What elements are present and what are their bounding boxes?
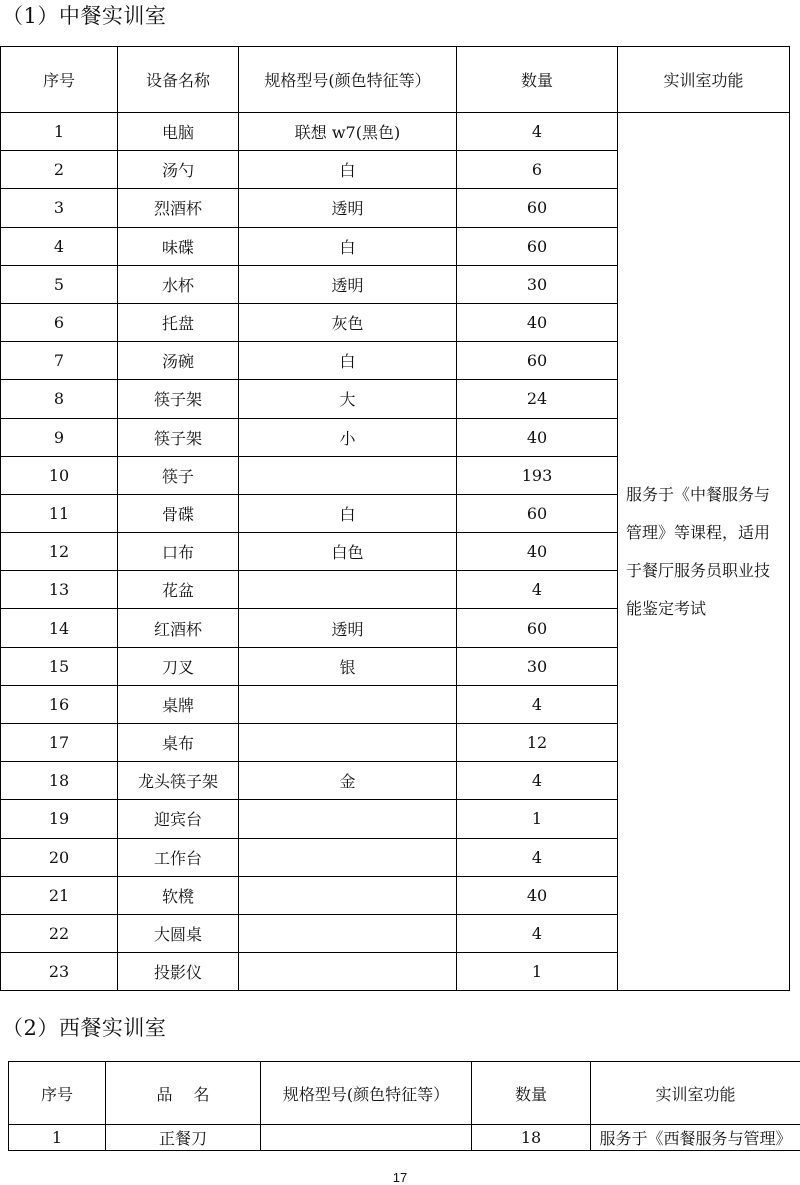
cell-no: 14 (1, 609, 118, 647)
cell-spec: 透明 (239, 189, 457, 227)
cell-spec (239, 953, 457, 991)
cell-no: 17 (1, 724, 118, 762)
cell-name: 托盘 (118, 303, 239, 341)
cell-no: 6 (1, 303, 118, 341)
cell-spec (239, 800, 457, 838)
cell-no: 3 (1, 189, 118, 227)
cell-spec (239, 876, 457, 914)
cell-name: 烈酒杯 (118, 189, 239, 227)
cell-qty: 60 (457, 494, 618, 532)
cell-name: 口布 (118, 533, 239, 571)
cell-spec: 白 (239, 227, 457, 265)
cell-name: 筷子 (118, 456, 239, 494)
cell-no: 19 (1, 800, 118, 838)
cell-spec: 透明 (239, 265, 457, 303)
cell-spec: 小 (239, 418, 457, 456)
cell-no: 18 (1, 762, 118, 800)
cell-qty: 60 (457, 342, 618, 380)
chinese-training-room-table (0, 46, 790, 991)
col-header-qty: 数量 (457, 47, 618, 113)
col-header-no: 序号 (9, 1062, 106, 1125)
cell-function: 服务于《中餐服务与管理》等课程，适用于餐厅服务员职业技能鉴定考试 (618, 113, 790, 991)
cell-name: 迎宾台 (118, 800, 239, 838)
cell-no: 1 (9, 1125, 106, 1151)
cell-name: 龙头筷子架 (118, 762, 239, 800)
cell-name: 水杯 (118, 265, 239, 303)
cell-name: 桌牌 (118, 685, 239, 723)
cell-qty: 4 (457, 685, 618, 723)
cell-spec (239, 724, 457, 762)
cell-qty: 193 (457, 456, 618, 494)
col-header-name: 品 名 (106, 1062, 261, 1125)
page-number: 17 (392, 1170, 408, 1185)
cell-qty: 6 (457, 151, 618, 189)
cell-qty: 18 (472, 1125, 591, 1151)
cell-no: 15 (1, 647, 118, 685)
col-header-spec: 规格型号(颜色特征等） (261, 1062, 472, 1125)
cell-no: 8 (1, 380, 118, 418)
col-header-qty: 数量 (472, 1062, 591, 1125)
cell-no: 12 (1, 533, 118, 571)
cell-qty: 40 (457, 876, 618, 914)
cell-name: 花盆 (118, 571, 239, 609)
cell-name: 电脑 (118, 113, 239, 151)
cell-spec: 白 (239, 494, 457, 532)
cell-spec (261, 1125, 472, 1151)
cell-qty: 4 (457, 838, 618, 876)
cell-spec (239, 838, 457, 876)
cell-no: 4 (1, 227, 118, 265)
col-header-no: 序号 (1, 47, 118, 113)
table-header-row (9, 1062, 800, 1125)
cell-qty: 12 (457, 724, 618, 762)
cell-no: 23 (1, 953, 118, 991)
cell-spec: 金 (239, 762, 457, 800)
cell-name: 大圆桌 (118, 914, 239, 952)
cell-spec: 白色 (239, 533, 457, 571)
cell-name: 投影仪 (118, 953, 239, 991)
cell-name: 筷子架 (118, 418, 239, 456)
col-header-function: 实训室功能 (618, 47, 790, 113)
cell-qty: 40 (457, 303, 618, 341)
cell-qty: 30 (457, 265, 618, 303)
cell-no: 10 (1, 456, 118, 494)
cell-name: 骨碟 (118, 494, 239, 532)
cell-qty: 4 (457, 571, 618, 609)
cell-spec: 灰色 (239, 303, 457, 341)
cell-qty: 60 (457, 609, 618, 647)
cell-no: 1 (1, 113, 118, 151)
cell-no: 5 (1, 265, 118, 303)
cell-name: 红酒杯 (118, 609, 239, 647)
cell-qty: 40 (457, 418, 618, 456)
cell-qty: 4 (457, 113, 618, 151)
cell-qty: 40 (457, 533, 618, 571)
cell-spec (239, 914, 457, 952)
cell-qty: 60 (457, 227, 618, 265)
cell-spec (239, 456, 457, 494)
cell-no: 2 (1, 151, 118, 189)
cell-name: 软櫈 (118, 876, 239, 914)
cell-no: 20 (1, 838, 118, 876)
cell-name: 正餐刀 (106, 1125, 261, 1151)
col-header-spec: 规格型号(颜色特征等） (239, 47, 457, 113)
cell-qty: 1 (457, 953, 618, 991)
cell-spec: 白 (239, 151, 457, 189)
cell-no: 22 (1, 914, 118, 952)
cell-name: 桌布 (118, 724, 239, 762)
cell-name: 味碟 (118, 227, 239, 265)
cell-no: 9 (1, 418, 118, 456)
cell-qty: 4 (457, 762, 618, 800)
table-row (9, 1125, 800, 1151)
cell-no: 16 (1, 685, 118, 723)
col-header-function: 实训室功能 (591, 1062, 800, 1125)
table-header-row (1, 47, 790, 113)
cell-name: 工作台 (118, 838, 239, 876)
cell-name: 筷子架 (118, 380, 239, 418)
table-row (1, 113, 790, 151)
cell-qty: 4 (457, 914, 618, 952)
cell-name: 汤碗 (118, 342, 239, 380)
cell-spec (239, 571, 457, 609)
cell-qty: 24 (457, 380, 618, 418)
western-training-room-table (8, 1061, 800, 1151)
cell-spec: 联想 w7(黑色) (239, 113, 457, 151)
cell-no: 11 (1, 494, 118, 532)
cell-qty: 1 (457, 800, 618, 838)
cell-name: 汤勺 (118, 151, 239, 189)
cell-spec: 白 (239, 342, 457, 380)
cell-spec: 银 (239, 647, 457, 685)
cell-function: 服务于《西餐服务与管理》 (591, 1125, 800, 1151)
section-2-heading: （2）西餐实训室 (2, 1016, 167, 1040)
cell-qty: 30 (457, 647, 618, 685)
cell-no: 21 (1, 876, 118, 914)
cell-name: 刀叉 (118, 647, 239, 685)
section-1-heading: （1）中餐实训室 (2, 4, 167, 28)
cell-no: 7 (1, 342, 118, 380)
col-header-name: 设备名称 (118, 47, 239, 113)
cell-spec (239, 685, 457, 723)
cell-spec: 透明 (239, 609, 457, 647)
cell-qty: 60 (457, 189, 618, 227)
cell-no: 13 (1, 571, 118, 609)
cell-spec: 大 (239, 380, 457, 418)
